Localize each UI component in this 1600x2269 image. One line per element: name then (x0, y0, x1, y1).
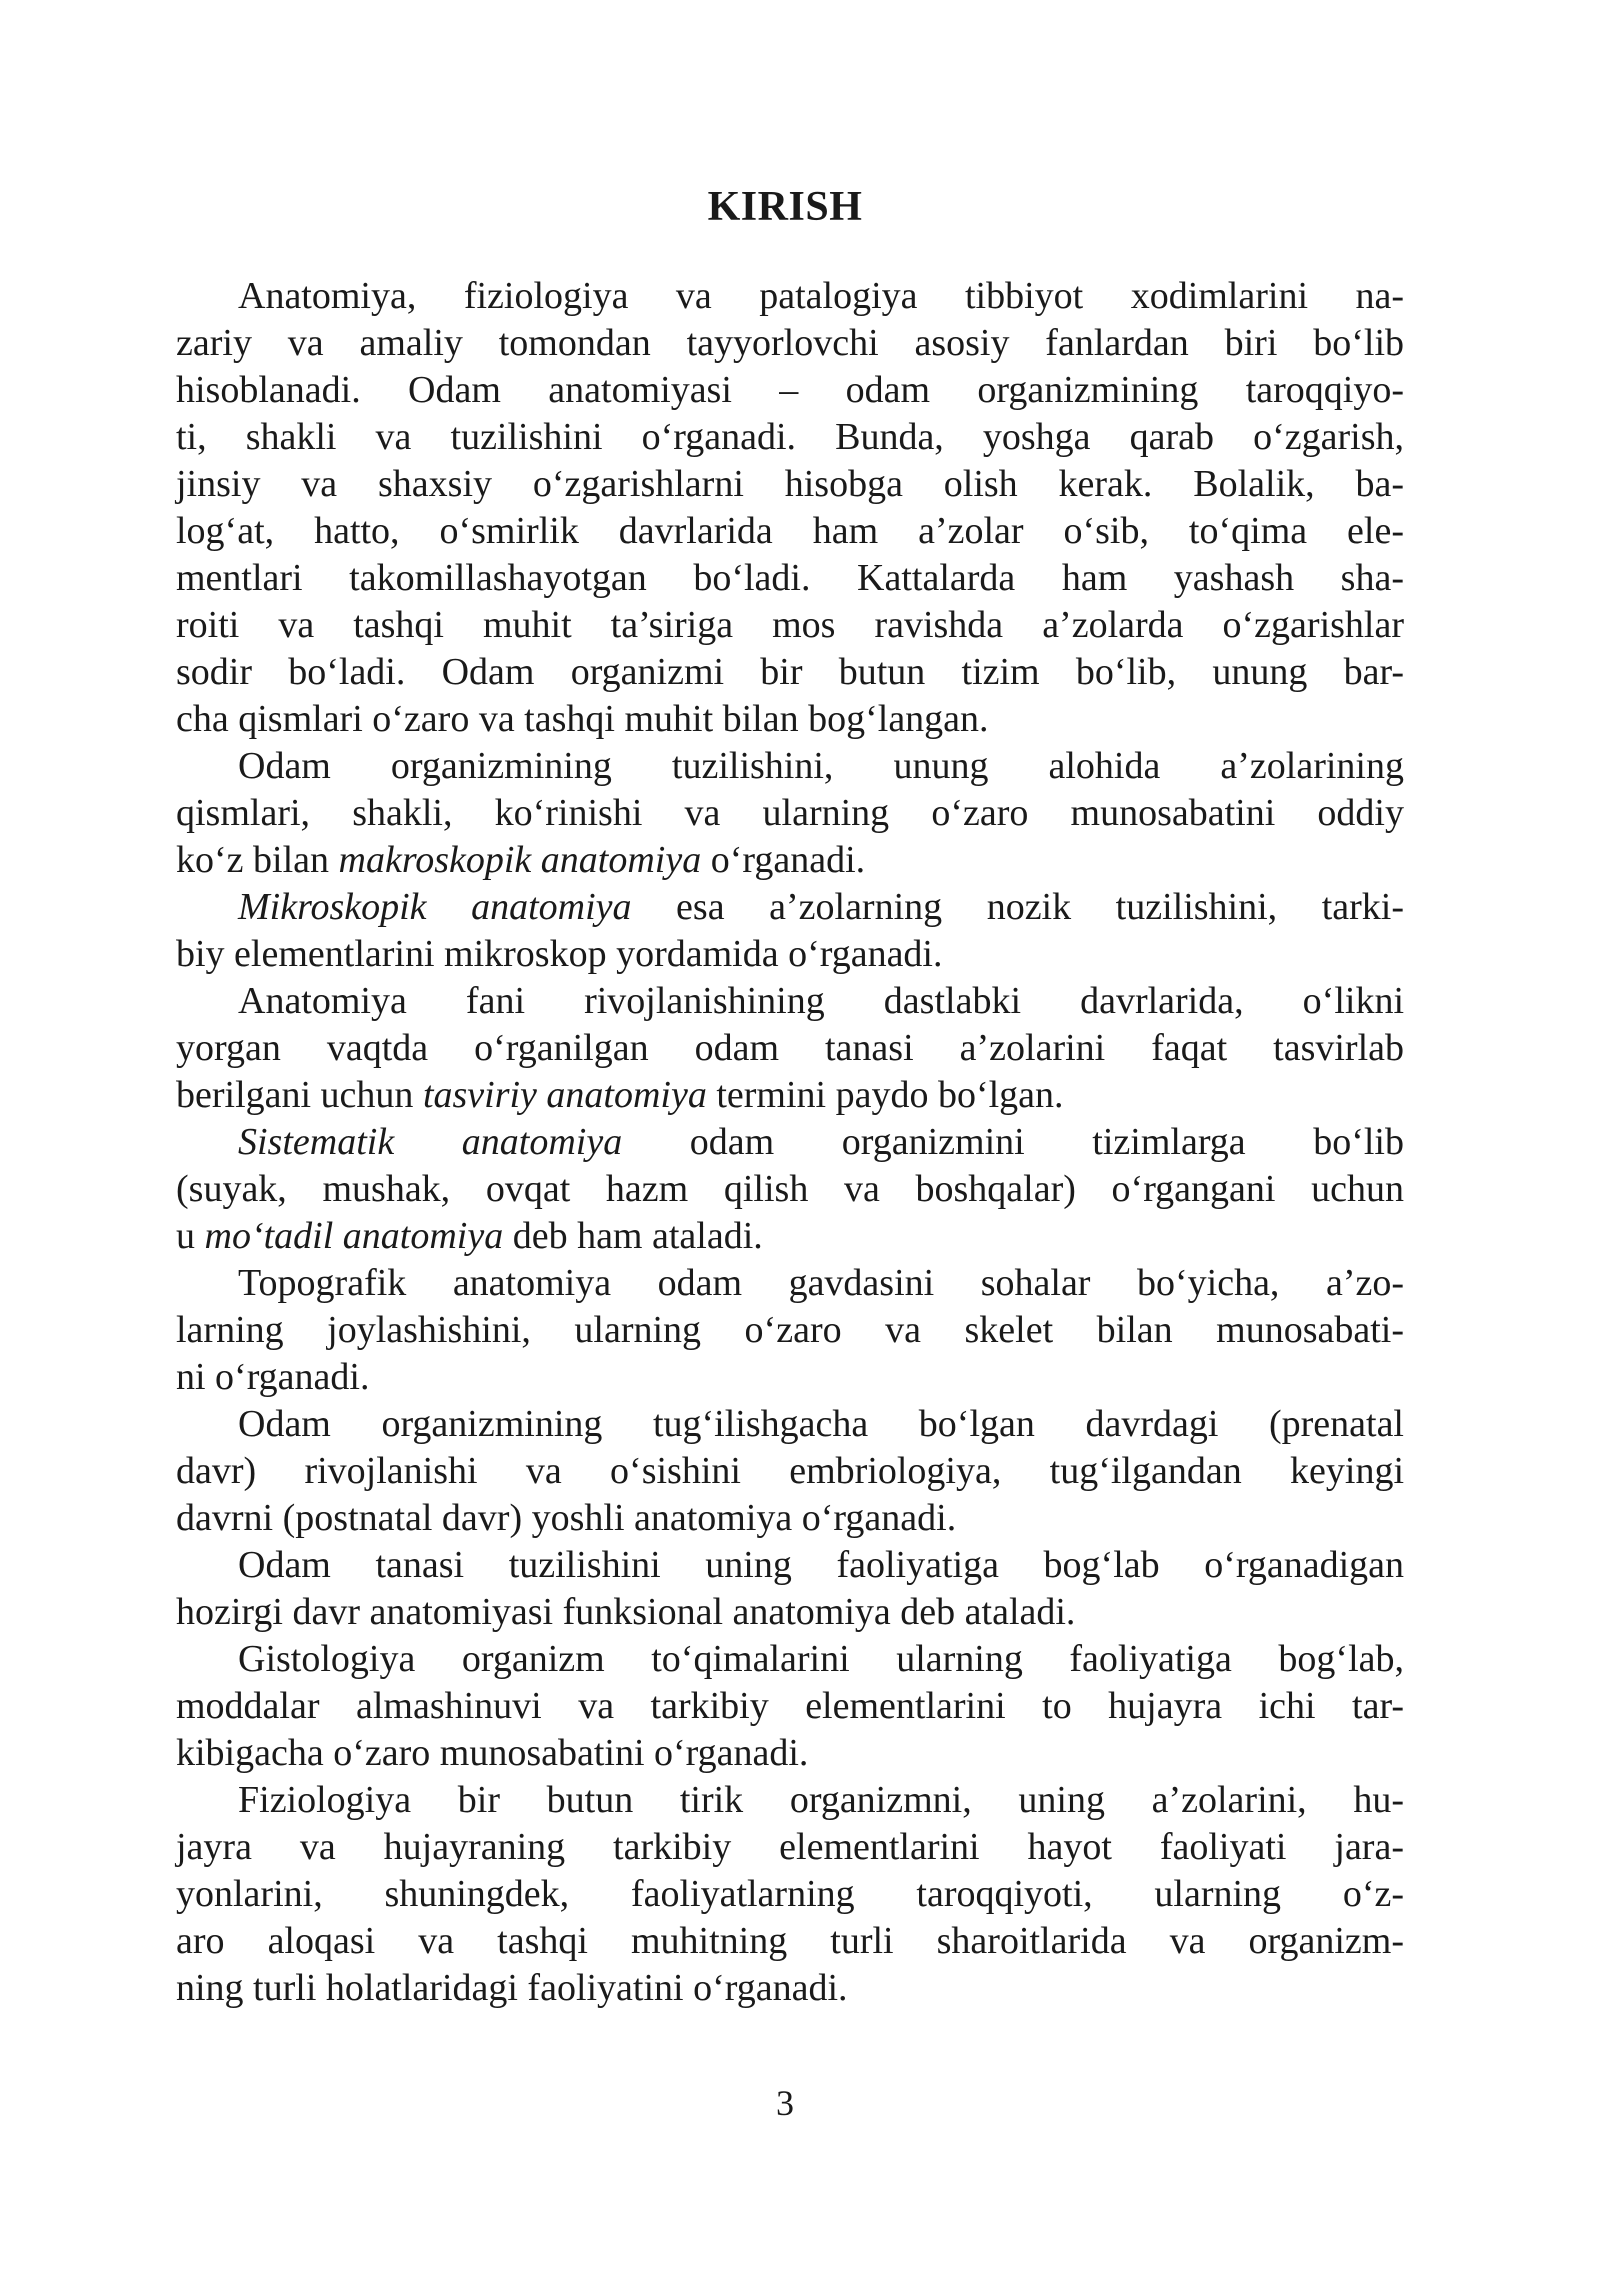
text-segment: termini paydo bo‘lgan. (706, 1074, 1064, 1116)
paragraph (176, 1260, 1404, 1401)
text-segment: qismlari, shakli, ko‘rinishi va ularning o‘zaro munosabatini oddiy (176, 792, 1404, 834)
text-line (176, 1213, 1404, 1260)
text-line (176, 884, 1404, 931)
text-line (176, 602, 1404, 649)
text-segment: Odam tanasi tuzilishini uning faoliyatiga bog‘lab o‘rganadigan (238, 1544, 1404, 1586)
text-line (176, 1166, 1404, 1213)
text-line (176, 1119, 1404, 1166)
text-segment: Anatomiya, fiziologiya va patalogiya tibbiyot xodimlarini na- (238, 275, 1404, 317)
paragraph (176, 743, 1404, 884)
italic-term: tasviriy anatomiya (422, 1074, 707, 1116)
text-line (176, 1401, 1404, 1448)
paragraph (176, 1777, 1404, 2012)
paragraph (176, 884, 1404, 978)
text-segment: ni o‘rganadi. (176, 1356, 370, 1398)
text-segment: Gistologiya organizm to‘qimalarini ularning faoliyatiga bog‘lab, (238, 1638, 1404, 1680)
text-line (176, 837, 1404, 884)
text-segment: hozirgi davr anatomiyasi funksional anatomiya deb ataladi. (176, 1591, 1076, 1633)
text-line (176, 1495, 1404, 1542)
text-segment: mentlari takomillashayotgan bo‘ladi. Kattalarda ham yashash sha- (176, 557, 1404, 599)
text-line (176, 367, 1404, 414)
text-segment: jinsiy va shaxsiy o‘zgarishlarni hisobga olish kerak. Bolalik, ba- (176, 463, 1404, 505)
paragraph (176, 1119, 1404, 1260)
text-line (176, 1777, 1404, 1824)
text-line (176, 649, 1404, 696)
text-segment: sodir bo‘ladi. Odam organizmi bir butun tizim bo‘lib, unung bar- (176, 651, 1404, 693)
text-line (176, 1871, 1404, 1918)
text-segment: odam organizmini tizimlarga bo‘lib (622, 1121, 1404, 1163)
text-segment: ti, shakli va tuzilishini o‘rganadi. Bunda, yoshga qarab o‘zgarish, (176, 416, 1404, 458)
text-segment: davrni (postnatal davr) yoshli anatomiya o‘rganadi. (176, 1497, 957, 1539)
text-line (176, 508, 1404, 555)
text-segment: Odam organizmining tuzilishini, unung alohida a’zolarining (238, 745, 1404, 787)
text-line (176, 978, 1404, 1025)
text-segment: larning joylashishini, ularning o‘zaro va skelet bilan munosabati- (176, 1309, 1404, 1351)
text-line (176, 1683, 1404, 1730)
text-segment: esa a’zolarning nozik tuzilishini, tarki- (631, 886, 1404, 928)
text-segment: moddalar almashinuvi va tarkibiy elementlarini to hujayra ichi tar- (176, 1685, 1404, 1727)
body-text (176, 273, 1404, 2012)
text-line (176, 1918, 1404, 1965)
text-line (176, 1448, 1404, 1495)
text-segment: berilgani uchun (176, 1074, 423, 1116)
text-line (176, 931, 1404, 978)
text-line (176, 414, 1404, 461)
text-segment: roiti va tashqi muhit ta’siriga mos ravishda a’zolarda o‘zgarishlar (176, 604, 1404, 646)
text-segment: aro aloqasi va tashqi muhitning turli sharoitlarida va organizm- (176, 1920, 1404, 1962)
text-line (176, 461, 1404, 508)
text-segment: yonlarini, shuningdek, faoliyatlarning taroqqiyoti, ularning o‘z- (176, 1873, 1404, 1915)
paragraph (176, 1401, 1404, 1542)
text-segment: deb ham ataladi. (503, 1215, 763, 1257)
text-segment: yorgan vaqtda o‘rganilgan odam tanasi a’zolarini faqat tasvirlab (176, 1027, 1404, 1069)
text-segment: Odam organizmining tug‘ilishgacha bo‘lgan davrdagi (prenatal (238, 1403, 1404, 1445)
text-line (176, 273, 1404, 320)
text-segment: davr) rivojlanishi va o‘sishini embriologiya, tug‘ilgandan keyingi (176, 1450, 1404, 1492)
text-segment: Topografik anatomiya odam gavdasini sohalar bo‘yicha, a’zo- (238, 1262, 1404, 1304)
text-segment: cha qismlari o‘zaro va tashqi muhit bilan bog‘langan. (176, 698, 989, 740)
paragraph (176, 978, 1404, 1119)
text-segment: (suyak, mushak, ovqat hazm qilish va boshqalar) o‘rgangani uchun (176, 1168, 1404, 1210)
text-segment: kibigacha o‘zaro munosabatini o‘rganadi. (176, 1732, 809, 1774)
text-segment: hisoblanadi. Odam anatomiyasi – odam organizmining taroqqiyo- (176, 369, 1404, 411)
text-line (176, 1730, 1404, 1777)
text-line (176, 1307, 1404, 1354)
text-line (176, 1636, 1404, 1683)
italic-term: Sistematik anatomiya (238, 1121, 623, 1163)
paragraph (176, 1636, 1404, 1777)
text-line (176, 1589, 1404, 1636)
text-segment: Fiziologiya bir butun tirik organizmni, uning a’zolarini, hu- (238, 1779, 1404, 1821)
paragraph (176, 1542, 1404, 1636)
text-line (176, 1824, 1404, 1871)
italic-term: makroskopik anatomiya (338, 839, 702, 881)
text-line (176, 555, 1404, 602)
text-segment: biy elementlarini mikroskop yordamida o‘rganadi. (176, 933, 943, 975)
text-line (176, 1260, 1404, 1307)
text-segment: o‘rganadi. (701, 839, 866, 881)
italic-term: Mikroskopik anatomiya (238, 886, 632, 928)
text-segment: ko‘z bilan (176, 839, 339, 881)
text-segment: Anatomiya fani rivojlanishining dastlabki davrlarida, o‘likni (238, 980, 1404, 1022)
italic-term: mo‘tadil anatomiya (204, 1215, 504, 1257)
page-number: 3 (776, 2083, 794, 2123)
text-line (176, 1542, 1404, 1589)
paragraph (176, 273, 1404, 743)
text-segment: log‘at, hatto, o‘smirlik davrlarida ham a’zolar o‘sib, to‘qima ele- (176, 510, 1404, 552)
text-line (176, 696, 1404, 743)
text-line (176, 1025, 1404, 1072)
text-segment: zariy va amaliy tomondan tayyorlovchi asosiy fanlardan biri bo‘lib (176, 322, 1404, 364)
text-line (176, 1354, 1404, 1401)
text-segment: u (176, 1215, 205, 1257)
page-title: KIRISH (707, 184, 863, 230)
text-segment: ning turli holatlaridagi faoliyatini o‘rganadi. (176, 1967, 848, 2009)
text-line (176, 1965, 1404, 2012)
text-line (176, 790, 1404, 837)
text-segment: jayra va hujayraning tarkibiy elementlarini hayot faoliyati jara- (176, 1826, 1404, 1868)
text-line (176, 1072, 1404, 1119)
text-line (176, 743, 1404, 790)
text-line (176, 320, 1404, 367)
